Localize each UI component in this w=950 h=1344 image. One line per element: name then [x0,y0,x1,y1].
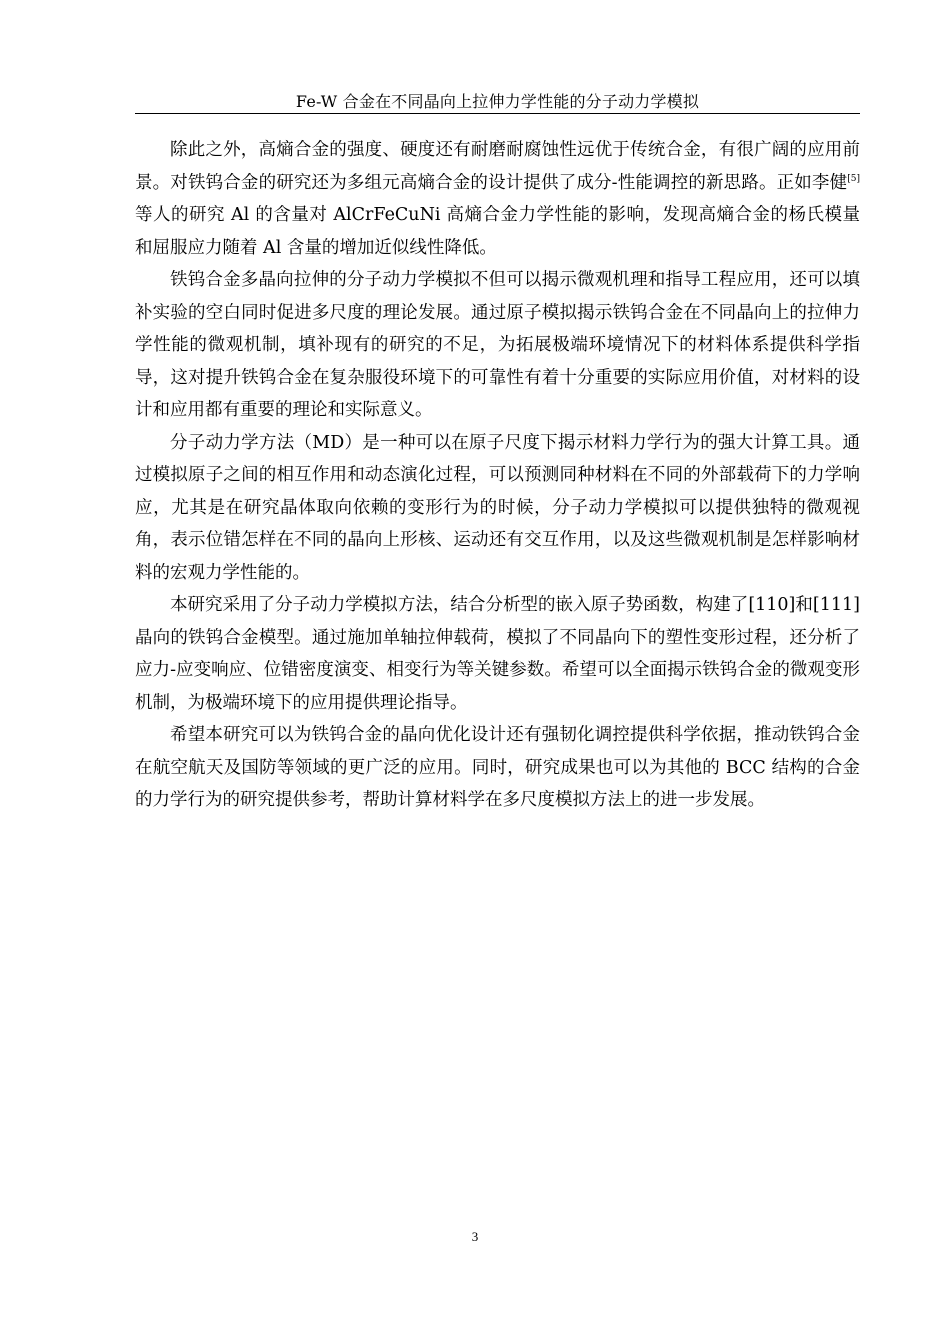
page-number: 3 [471,1229,479,1244]
body-text [135,134,860,817]
paragraph-1-text-b: 等人的研究 Al 的含量对 AlCrFeCuNi 高熵合金力学性能的影响，发现高熵合金的杨氏模量和屈服应力随着 Al 含量的增加近似线性降低。 [135,205,860,258]
running-header-title: Fe-W 合金在不同晶向上拉伸力学性能的分子动力学模拟 [295,92,700,111]
paragraph-4: 本研究采用了分子动力学模拟方法，结合分析型的嵌入原子势函数，构建了[110]和[111]晶向的铁钨合金模型。通过施加单轴拉伸载荷，模拟了不同晶向下的塑性变形过程，还分析了应力-应变响应、位错密度演变、相变行为等关键参数。希望可以全面揭示铁钨合金的微观变形机制，为极端环境下的应用提供理论指导。 [135,595,860,713]
citation-reference: [5] [847,173,860,184]
paragraph-1 [135,134,860,264]
paragraph-1-text-a: 除此之外，高熵合金的强度、硬度还有耐磨耐腐蚀性远优于传统合金，有很广阔的应用前景。对铁钨合金的研究还为多组元高熵合金的设计提供了成分-性能调控的新思路。正如李健 [135,140,860,193]
header-divider [135,113,860,114]
paragraph-3: 分子动力学方法（MD）是一种可以在原子尺度下揭示材料力学行为的强大计算工具。通过模拟原子之间的相互作用和动态演化过程，可以预测同种材料在不同的外部载荷下的力学响应，尤其是在研究晶体取向依赖的变形行为的时候，分子动力学模拟可以提供独特的微观视角，表示位错怎样在不同的晶向上形核、运动还有交互作用，以及这些微观机制是怎样影响材料的宏观力学性能的。 [135,432,860,583]
paragraph-2: 铁钨合金多晶向拉伸的分子动力学模拟不但可以揭示微观机理和指导工程应用，还可以填补实验的空白同时促进多尺度的理论发展。通过原子模拟揭示铁钨合金在不同晶向上的拉伸力学性能的微观机制，填补现有的研究的不足，为拓展极端环境情况下的材料体系提供科学指导，这对提升铁钨合金在复杂服役环境下的可靠性有着十分重要的实际应用价值，对材料的设计和应用都有重要的理论和实际意义。 [135,270,860,420]
paragraph-5: 希望本研究可以为铁钨合金的晶向优化设计还有强韧化调控提供科学依据，推动铁钨合金在航空航天及国防等领域的更广泛的应用。同时，研究成果也可以为其他的 BCC 结构的合金的力学行为的研究提供参考，帮助计算材料学在多尺度模拟方法上的进一步发展。 [135,725,860,810]
